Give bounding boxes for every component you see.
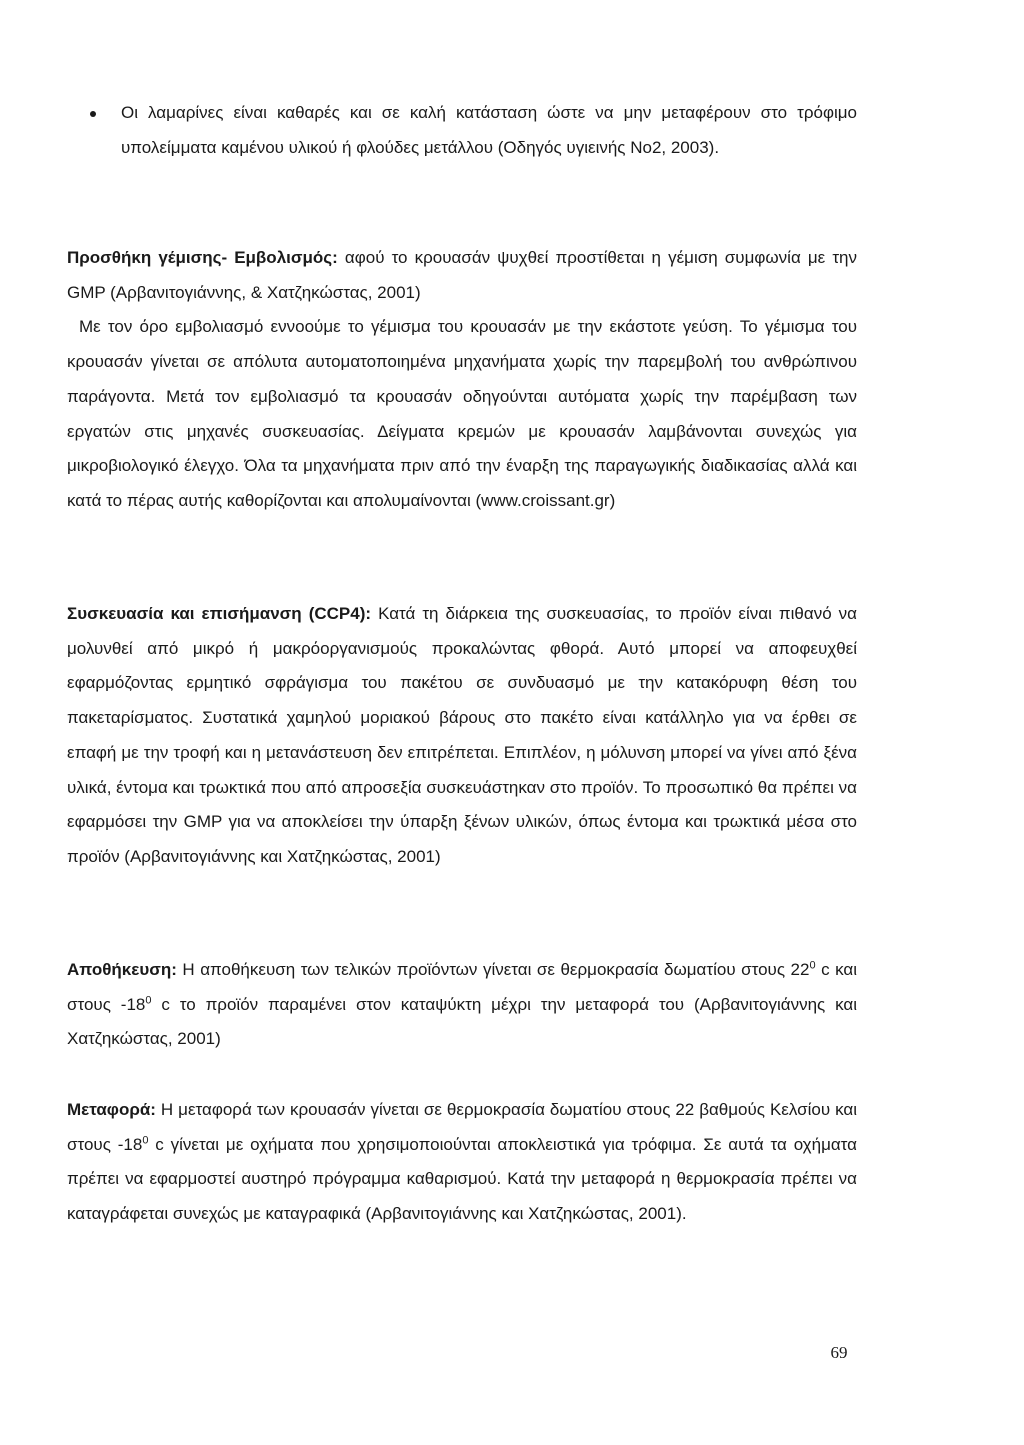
- storage-section: [67, 953, 857, 1057]
- degree-superscript: 0: [809, 959, 816, 972]
- bullet-icon: [90, 111, 96, 117]
- list-item: [67, 96, 857, 165]
- filling-body: Με τον όρο εμβολιασμό εννοούμε το γέμισμα του κρουασάν με την εκάστοτε γεύση. Το γέμισμα του κρουασάν γίνεται σε απόλυτα αυτοματοποιημένα μηχανήματα χωρίς την παρεμβολή του ανθρώπινου παράγοντα. Μετά τον εμβολιασμό τα κρουασάν οδηγούνται αυτόματα χωρίς την παρέμβαση των εργατών στις μηχανές συσκευασίας. Δείγματα κρεμών με κρουασάν λαμβάνονται συνεχώς για μικροβιολογικό έλεγχο. Όλα τα μηχανήματα πριν από την έναρξη της παραγωγικής διαδικασίας αλλά και κατά το πέρας αυτής καθορίζονται και απολυμαίνονται (www.croissant.gr): [67, 317, 857, 510]
- packaging-heading: Συσκευασία και επισήμανση (CCP4):: [67, 604, 372, 623]
- degree-superscript: 0: [142, 1134, 149, 1147]
- filling-heading: Προσθήκη γέμισης- Εμβολισμός:: [67, 248, 338, 267]
- filling-section: [67, 241, 857, 519]
- bullet-list: [67, 96, 857, 165]
- storage-heading: Αποθήκευση:: [67, 960, 177, 979]
- storage-text-1: Η αποθήκευση των τελικών προϊόντων γίνεται σε θερμοκρασία δωματίου στους 22: [176, 960, 810, 979]
- transport-text-2: c γίνεται με οχήματα που χρησιμοποιούνται αποκλειστικά για τρόφιμα. Σε αυτά τα οχήματα πρέπει να εφαρμοστεί αυστηρό πρόγραμμα καθαρισμού. Κατά την μεταφορά η θερμοκρασία πρέπει να καταγράφεται συνεχώς με καταγραφικά (Αρβανιτογιάννης και Χατζηκώστας, 2001).: [67, 1134, 857, 1224]
- filling-intro: αφού το κρουασάν ψυχθεί προστίθεται η γέμιση συμφωνία με την GMP (Αρβανιτογιάννης, & Χατζηκώστας, 2001): [67, 248, 857, 302]
- storage-text-3: c το προϊόν παραμένει στον καταψύκτη μέχρι την μεταφορά του (Αρβανιτογιάννης και Χατζηκώστας, 2001): [67, 994, 857, 1049]
- packaging-body: Κατά τη διάρκεια της συσκευασίας, το προϊόν είναι πιθανό να μολυνθεί από μικρό ή μακρόοργανισμούς προκαλώντας φθορά. Αυτό μπορεί να αποφευχθεί εφαρμόζοντας ερμητικό σφράγισμα του πακέτου σε συνδυασμό με την κατακόρυφη θέση του πακεταρίσματος. Συστατικά χαμηλού μοριακού βάρους στο πακέτο είναι κατάλληλο για να έρθει σε επαφή με την τροφή και η μετανάστευση δεν επιτρέπεται. Επιπλέον, η μόλυνση μπορεί να γίνει από ξένα υλικά, έντομα και τρωκτικά που από απροσεξία συσκευάστηκαν στο προϊόν. Το προσωπικό θα πρέπει να εφαρμόσει την GMP για να αποκλείσει την ύπαρξη ξένων υλικών, όπως έντομα και τρωκτικά μέσα στο προϊόν (Αρβανιτογιάννης και Χατζηκώστας, 2001): [67, 604, 857, 866]
- transport-section: [67, 1093, 857, 1232]
- storage-text-2: c και στους -18: [67, 960, 858, 1014]
- page-number: 69: [830, 1343, 848, 1362]
- packaging-section: [67, 597, 857, 875]
- bullet-text: Οι λαμαρίνες είναι καθαρές και σε καλή κατάσταση ώστε να μην μεταφέρουν στο τρόφιμο υπολείμματα καμένου υλικού ή φλούδες μετάλλου (Οδηγός υγιεινής Νο2, 2003).: [121, 103, 857, 157]
- transport-heading: Μεταφορά:: [67, 1100, 156, 1119]
- transport-text-1: Η μεταφορά των κρουασάν γίνεται σε θερμοκρασία δωματίου στους 22 βαθμούς Κελσίου και στους -18: [67, 1100, 857, 1154]
- degree-superscript: 0: [145, 994, 152, 1007]
